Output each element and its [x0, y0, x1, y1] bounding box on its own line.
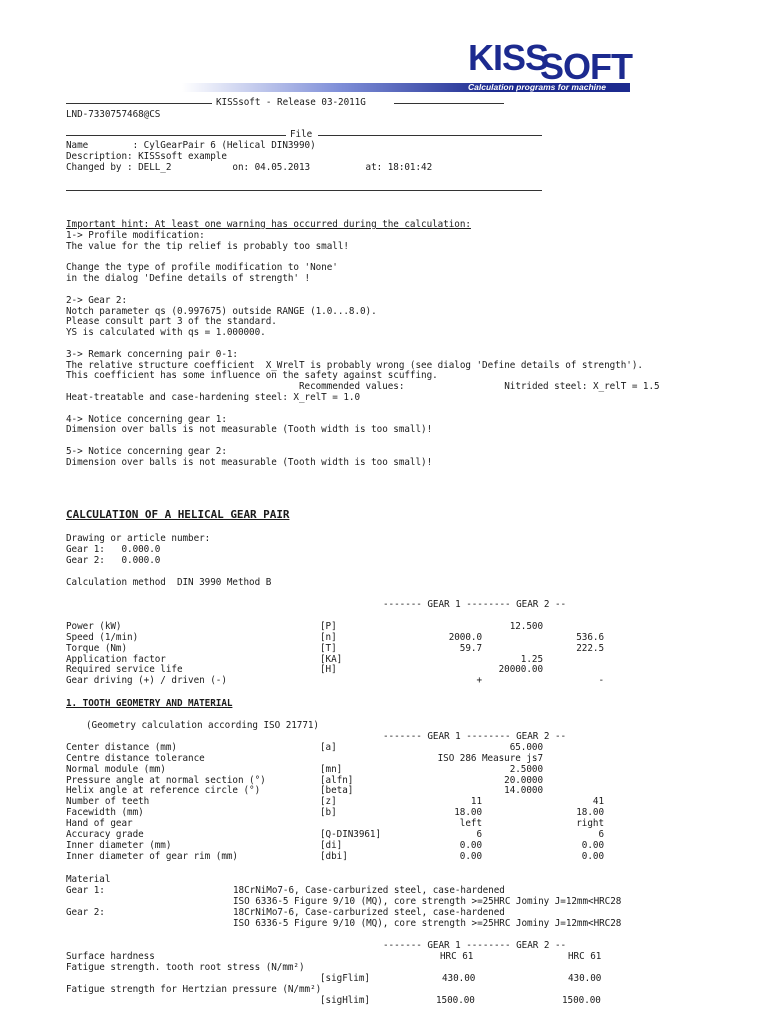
row-symbol: [H]	[320, 664, 337, 676]
row-label: Inner diameter of gear rim (mm)	[66, 850, 238, 862]
hint-line: Notch parameter qs (0.997675) outside RANGE (1.0...8.0).	[66, 305, 377, 317]
section-1-title: 1. TOOTH GEOMETRY AND MATERIAL	[66, 698, 233, 709]
row-gear2-value: right	[576, 817, 604, 829]
surface-hardness-gear2: HRC 61	[568, 951, 602, 962]
hint-line: 3-> Remark concerning pair 0-1:	[66, 348, 238, 360]
row-symbol: [alfn]	[320, 774, 354, 786]
file-rule-left	[66, 135, 286, 136]
main-title: CALCULATION OF A HELICAL GEAR PAIR	[66, 508, 290, 521]
row-symbol: [beta]	[320, 785, 354, 797]
hint-line: The value for the tip relief is probably too small!	[66, 240, 349, 252]
row-label: Inner diameter (mm)	[66, 839, 172, 851]
hint-line: Please consult part 3 of the standard.	[66, 316, 277, 328]
row-label: Centre distance tolerance	[66, 752, 205, 764]
row-symbol: [a]	[320, 742, 337, 753]
release-line: KISSsoft - Release 03-2011G	[216, 97, 366, 108]
row-gear2-value: 41	[592, 796, 604, 808]
kisssoft-logo	[468, 37, 632, 103]
drawing-label: Drawing or article number:	[66, 533, 211, 544]
material-label: Material	[66, 874, 111, 885]
row-symbol: [di]	[320, 839, 343, 851]
hint-line: The relative structure coefficient X_WrelT is probably wrong (see dialog 'Define details of strength').	[66, 359, 643, 371]
row-gear1-value: +	[476, 675, 482, 687]
row-gear1-value: 0.00	[459, 839, 482, 851]
row-symbol: [mn]	[320, 763, 343, 775]
material-gear1-line2: ISO 6336-5 Figure 9/10 (MQ), core strength >=25HRC Jominy J=12mm<HRC28	[233, 896, 622, 907]
drawing-gear1: Gear 1: 0.000.0	[66, 544, 161, 555]
root-strength-symbol: [sigFlim]	[320, 973, 370, 984]
row-label: Center distance (mm)	[66, 742, 177, 753]
hint-line: Dimension over balls is not measurable (Tooth width is too small)!	[66, 424, 433, 436]
row-gear1-value: 0.00	[459, 850, 482, 862]
row-gear2-value: 0.00	[581, 839, 604, 851]
file-name: Name : CylGearPair 6 (Helical DIN3990)	[66, 140, 316, 151]
row-gear2-value: -	[598, 675, 604, 687]
row-label: Required service life	[66, 664, 183, 676]
hint-line: Recommended values: Nitrided steel: X_relT = 1.5	[66, 381, 660, 393]
root-strength-gear2: 430.00	[568, 973, 602, 984]
row-symbol: [n]	[320, 631, 337, 643]
hint-line: Change the type of profile modification to 'None'	[66, 262, 338, 274]
column-header-1: ------- GEAR 1 -------- GEAR 2 --	[383, 599, 567, 610]
surface-hardness-gear1: HRC 61	[440, 951, 474, 962]
file-label: File	[290, 129, 313, 140]
hint-line: YS is calculated with qs = 1.000000.	[66, 327, 266, 339]
row-gear1-value: 6	[476, 828, 482, 840]
row-symbol: [z]	[320, 796, 337, 808]
column-header-3: ------- GEAR 1 -------- GEAR 2 --	[383, 940, 567, 951]
row-gear1-value: left	[459, 817, 482, 829]
root-strength-label: Fatigue strength. tooth root stress (N/mm²)	[66, 962, 305, 973]
row-gear1-value: 18.00	[454, 807, 482, 819]
row-gear1-value: 59.7	[459, 642, 482, 654]
row-symbol: [P]	[320, 621, 337, 632]
row-label: Hand of gear	[66, 817, 133, 829]
row-common-value: 2.5000	[509, 763, 543, 775]
hint-line: This coefficient has some influence on the safety against scuffing.	[66, 370, 438, 382]
hint-line: in the dialog 'Define details of strength' !	[66, 273, 311, 285]
root-strength-gear1: 430.00	[442, 973, 476, 984]
row-symbol: [Q-DIN3961]	[320, 828, 382, 840]
file-changed: Changed by : DELL_2 on: 04.05.2013 at: 18:01:42	[66, 162, 433, 173]
hint-title: Important hint: At least one warning has occurred during the calculation:	[66, 219, 471, 230]
row-label: Torque (Nm)	[66, 642, 128, 654]
hint-line: 5-> Notice concerning gear 2:	[66, 446, 227, 457]
hint-line: 4-> Notice concerning gear 1:	[66, 413, 227, 425]
row-common-value: 12.500	[509, 621, 543, 632]
row-label: Speed (1/min)	[66, 631, 139, 643]
surface-hardness-label: Surface hardness	[66, 951, 155, 962]
logo-soft-text: SOFT	[540, 46, 632, 87]
header-bottom-rule	[66, 190, 542, 191]
row-label: Pressure angle at normal section (°)	[66, 774, 266, 786]
header-rule-left	[66, 103, 212, 104]
hint-line: Dimension over balls is not measurable (Tooth width is too small)!	[66, 456, 433, 468]
hertz-strength-gear1: 1500.00	[436, 995, 475, 1006]
column-header-2: ------- GEAR 1 -------- GEAR 2 --	[383, 731, 567, 742]
material-gear2-line1: 18CrNiMo7-6, Case-carburized steel, case-hardened	[233, 907, 505, 918]
hertz-strength-label: Fatigue strength for Hertzian pressure (N/mm²)	[66, 984, 322, 995]
row-label: Application factor	[66, 653, 166, 665]
row-label: Facewidth (mm)	[66, 807, 144, 819]
row-common-value: 1.25	[520, 653, 543, 665]
row-label: Helix angle at reference circle (°)	[66, 785, 261, 797]
material-gear1-line1: 18CrNiMo7-6, Case-carburized steel, case-hardened	[233, 885, 505, 896]
row-label: Number of teeth	[66, 796, 150, 808]
hint-line: 2-> Gear 2:	[66, 294, 128, 306]
row-gear1-value: 11	[470, 796, 482, 808]
calculation-method: Calculation method DIN 3990 Method B	[66, 577, 272, 588]
row-label: Accuracy grade	[66, 828, 144, 840]
row-common-value: ISO 286 Measure js7	[437, 752, 543, 764]
row-gear2-value: 18.00	[576, 807, 604, 819]
material-gear2-label: Gear 2:	[66, 907, 105, 918]
logo-kiss-text: KISS	[468, 37, 549, 78]
row-gear2-value: 536.6	[576, 631, 604, 643]
row-common-value: 14.0000	[504, 785, 543, 797]
row-label: Gear driving (+) / driven (-)	[66, 675, 227, 687]
hint-line: Heat-treatable and case-hardening steel: X_relT = 1.0	[66, 392, 361, 403]
row-symbol: [b]	[320, 807, 337, 819]
section-1-note: (Geometry calculation according ISO 21771)	[86, 720, 319, 731]
row-label: Power (kW)	[66, 621, 122, 632]
license-id: LND-7330757468@CS	[66, 109, 161, 120]
row-symbol: [KA]	[320, 653, 343, 665]
hertz-strength-symbol: [sigHlim]	[320, 995, 370, 1006]
drawing-gear2: Gear 2: 0.000.0	[66, 555, 161, 566]
row-gear2-value: 0.00	[581, 850, 604, 862]
row-symbol: [T]	[320, 642, 337, 654]
row-gear1-value: 2000.0	[448, 631, 482, 643]
material-gear2-line2: ISO 6336-5 Figure 9/10 (MQ), core strength >=25HRC Jominy J=12mm<HRC28	[233, 918, 622, 929]
hertz-strength-gear2: 1500.00	[562, 995, 601, 1006]
row-common-value: 20000.00	[498, 664, 543, 676]
row-symbol: [dbi]	[320, 850, 348, 862]
row-gear2-value: 222.5	[576, 642, 604, 654]
material-gear1-label: Gear 1:	[66, 885, 105, 896]
row-common-value: 65.000	[509, 742, 543, 753]
row-common-value: 20.0000	[504, 774, 543, 786]
row-label: Normal module (mm)	[66, 763, 166, 775]
hint-line: 1-> Profile modification:	[66, 230, 205, 241]
header-rule-right	[394, 103, 504, 104]
file-rule-right	[318, 135, 542, 136]
file-description: Description: KISSsoft example	[66, 151, 227, 162]
logo-tagline: Calculation programs for machine design	[468, 82, 606, 103]
row-gear2-value: 6	[598, 828, 604, 840]
